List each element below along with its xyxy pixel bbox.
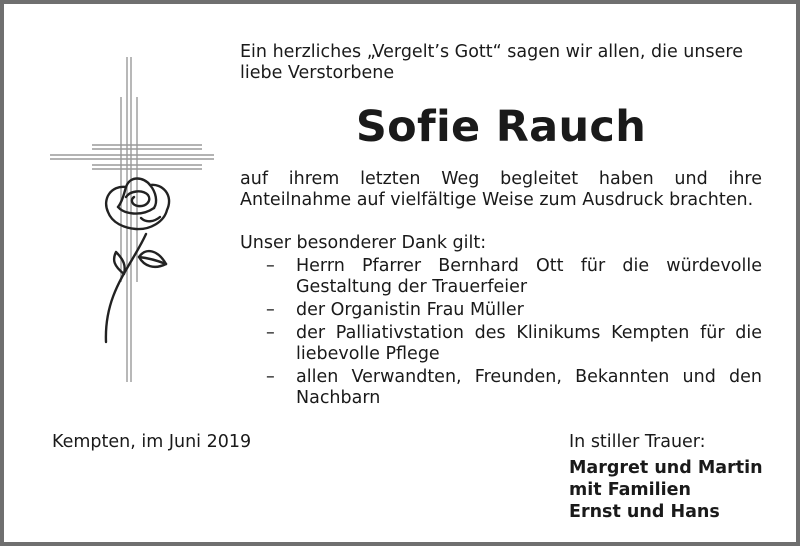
list-dash: – [266,256,275,276]
list-item [240,256,762,298]
list-dash: – [266,367,275,387]
list-item-text: der Palliativstation des Klinikums Kempten für die liebevolle Pflege [296,323,762,364]
mourners-block [569,432,763,523]
mourners-heading: In stiller Trauer: [569,432,706,452]
intro-text: Ein herzliches „Vergelt’s Gott“ sagen wir allen, die unsere liebe Verstorbene [240,42,743,83]
list-item-text: Herrn Pfarrer Bernhard Ott für die würdevolle Gestaltung der Trauerfeier [296,256,762,297]
list-item [240,300,762,321]
thanks-list [240,256,762,409]
mourner-name: Margret und Martin [569,458,763,478]
list-item [240,323,762,365]
list-item-text: der Organistin Frau Müller [296,300,524,320]
deceased-name: Sofie Rauch [355,102,647,152]
list-dash: – [266,300,275,320]
notice-text [240,42,762,411]
list-item [240,367,762,409]
mourner-name: Ernst und Hans [569,502,720,522]
thanks-body: auf ihrem letzten Weg begleitet haben und ihre Anteilnahme auf vielfältige Weise zum Ausdruck brachten. [240,169,762,210]
list-dash: – [266,323,275,343]
list-item-text: allen Verwandten, Freunden, Bekannten und den Nachbarn [296,367,762,408]
mourner-name: mit Familien [569,480,691,500]
place-date: Kempten, im Juni 2019 [52,432,252,452]
cross-with-rose-icon [46,52,218,388]
thanks-heading: Unser besonderer Dank gilt: [240,233,487,253]
